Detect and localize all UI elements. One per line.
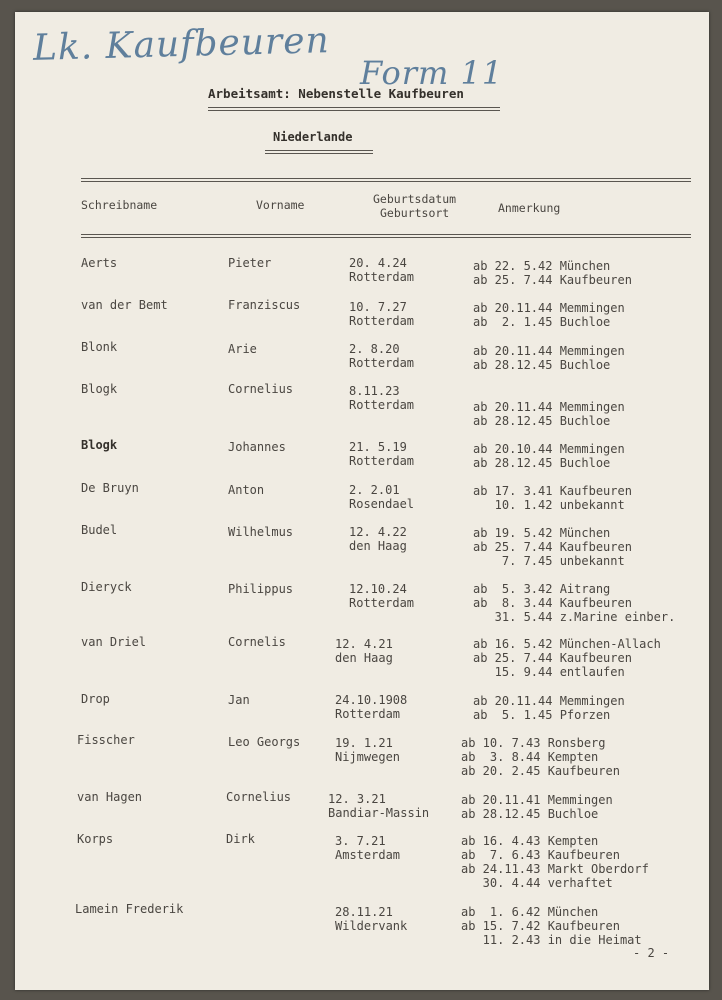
subtitle-underline <box>265 150 373 154</box>
header-birthplace: Geburtsort <box>380 206 450 220</box>
row-remark: ab 20.10.44 Memmingen <box>473 442 625 456</box>
row-remark: ab 20.11.44 Memmingen <box>473 694 625 708</box>
row-birthplace: Rotterdam <box>335 707 401 721</box>
row-birthplace: Rotterdam <box>349 270 415 284</box>
row-remark: ab 10. 7.43 Ronsberg <box>461 736 606 750</box>
header-remark: Anmerkung <box>498 201 561 215</box>
row-firstname: Cornelius <box>226 790 292 804</box>
row-remark: 30. 4.44 verhaftet <box>461 876 613 890</box>
row-remark: ab 3. 8.44 Kempten <box>461 750 599 764</box>
row-surname: Blogk <box>81 438 118 452</box>
header-birthdate: Geburtsdatum <box>373 192 457 206</box>
row-firstname: Jan <box>228 693 250 707</box>
row-remark: 10. 1.42 unbekannt <box>473 498 625 512</box>
header-bottom-rule <box>81 234 691 238</box>
row-surname: Drop <box>81 692 110 706</box>
row-birthplace: Rosendael <box>349 497 415 511</box>
row-birthdate: 12. 3.21 <box>328 792 386 806</box>
row-birthplace: Rotterdam <box>349 356 415 370</box>
row-birthdate: 19. 1.21 <box>335 736 393 750</box>
row-firstname: Cornelis <box>228 635 286 649</box>
row-birthdate: 12. 4.21 <box>335 637 393 651</box>
row-firstname: Leo Georgs <box>228 735 301 749</box>
row-firstname: Philippus <box>228 582 294 596</box>
row-surname: van Driel <box>81 635 147 649</box>
row-firstname: Pieter <box>228 256 272 270</box>
document-title: Arbeitsamt: Nebenstelle Kaufbeuren <box>208 86 464 101</box>
row-remark: ab 1. 6.42 München <box>461 905 599 919</box>
row-birthdate: 12.10.24 <box>349 582 407 596</box>
row-remark: ab 19. 5.42 München <box>473 526 611 540</box>
row-birthplace: Rotterdam <box>349 314 415 328</box>
handwritten-form-number: Form 11 <box>360 54 504 92</box>
row-surname: Budel <box>81 523 118 537</box>
row-birthplace: den Haag <box>335 651 393 665</box>
header-surname: Schreibname <box>81 198 158 212</box>
row-birthplace: den Haag <box>349 539 407 553</box>
row-birthplace: Amsterdam <box>335 848 401 862</box>
document-page <box>15 12 709 990</box>
row-birthdate: 24.10.1908 <box>335 693 408 707</box>
row-surname: van der Bemt <box>81 298 168 312</box>
document-subtitle: Niederlande <box>273 130 353 144</box>
row-remark: ab 20.11.44 Memmingen <box>473 400 625 414</box>
row-firstname: Arie <box>228 342 257 356</box>
row-remark: ab 2. 1.45 Buchloe <box>473 315 611 329</box>
row-remark: ab 20.11.41 Memmingen <box>461 793 613 807</box>
row-birthdate: 10. 7.27 <box>349 300 407 314</box>
row-birthdate: 12. 4.22 <box>349 525 407 539</box>
row-birthdate: 8.11.23 <box>349 384 400 398</box>
row-surname: Korps <box>77 832 114 846</box>
row-surname: Blonk <box>81 340 118 354</box>
row-surname: Blogk <box>81 382 118 396</box>
row-birthdate: 20. 4.24 <box>349 256 407 270</box>
row-firstname: Dirk <box>226 832 255 846</box>
row-remark: ab 16. 4.43 Kempten <box>461 834 599 848</box>
row-remark: 7. 7.45 unbekannt <box>473 554 625 568</box>
row-remark: ab 20.11.44 Memmingen <box>473 344 625 358</box>
row-remark: ab 28.12.45 Buchloe <box>473 414 611 428</box>
row-remark: 31. 5.44 z.Marine einber. <box>473 610 676 624</box>
row-birthplace: Nijmwegen <box>335 750 401 764</box>
row-remark: 15. 9.44 entlaufen <box>473 665 625 679</box>
handwritten-district-note: Lk. Kaufbeuren <box>32 20 331 69</box>
row-remark: ab 28.12.45 Buchloe <box>473 358 611 372</box>
row-remark: ab 17. 3.41 Kaufbeuren <box>473 484 632 498</box>
row-remark: ab 7. 6.43 Kaufbeuren <box>461 848 620 862</box>
row-remark: ab 28.12.45 Buchloe <box>461 807 599 821</box>
row-birthdate: 21. 5.19 <box>349 440 407 454</box>
row-birthplace: Bandiar-Massin <box>328 806 430 820</box>
row-surname: Fisscher <box>77 733 135 747</box>
row-remark: ab 5. 1.45 Pforzen <box>473 708 611 722</box>
row-birthplace: Rotterdam <box>349 596 415 610</box>
row-remark: ab 5. 3.42 Aitrang <box>473 582 611 596</box>
row-birthplace: Rotterdam <box>349 454 415 468</box>
row-birthplace: Wildervank <box>335 919 408 933</box>
header-firstname: Vorname <box>256 198 305 212</box>
row-surname: van Hagen <box>77 790 143 804</box>
row-remark: ab 15. 7.42 Kaufbeuren <box>461 919 620 933</box>
row-surname: Lamein Frederik <box>75 902 184 916</box>
row-surname: De Bruyn <box>81 481 139 495</box>
title-underline <box>208 107 500 111</box>
table-top-rule <box>81 178 691 182</box>
row-remark: ab 16. 5.42 München-Allach <box>473 637 661 651</box>
row-birthdate: 28.11.21 <box>335 905 393 919</box>
row-firstname: Johannes <box>228 440 286 454</box>
row-birthdate: 3. 7.21 <box>335 834 386 848</box>
row-birthdate: 2. 8.20 <box>349 342 400 356</box>
row-remark: ab 25. 7.44 Kaufbeuren <box>473 273 632 287</box>
row-remark: ab 22. 5.42 München <box>473 259 611 273</box>
row-remark: ab 25. 7.44 Kaufbeuren <box>473 540 632 554</box>
row-surname: Dieryck <box>81 580 132 594</box>
row-firstname: Cornelius <box>228 382 294 396</box>
row-firstname: Wilhelmus <box>228 525 294 539</box>
page-number: - 2 - <box>633 946 670 960</box>
row-remark: ab 24.11.43 Markt Oberdorf <box>461 862 649 876</box>
row-surname: Aerts <box>81 256 118 270</box>
row-remark: ab 8. 3.44 Kaufbeuren <box>473 596 632 610</box>
row-birthplace: Rotterdam <box>349 398 415 412</box>
row-firstname: Anton <box>228 483 265 497</box>
row-birthdate: 2. 2.01 <box>349 483 400 497</box>
row-remark: ab 20.11.44 Memmingen <box>473 301 625 315</box>
row-remark: ab 28.12.45 Buchloe <box>473 456 611 470</box>
row-remark: ab 20. 2.45 Kaufbeuren <box>461 764 620 778</box>
row-firstname: Franziscus <box>228 298 301 312</box>
row-remark: ab 25. 7.44 Kaufbeuren <box>473 651 632 665</box>
row-remark: 11. 2.43 in die Heimat <box>461 933 642 947</box>
